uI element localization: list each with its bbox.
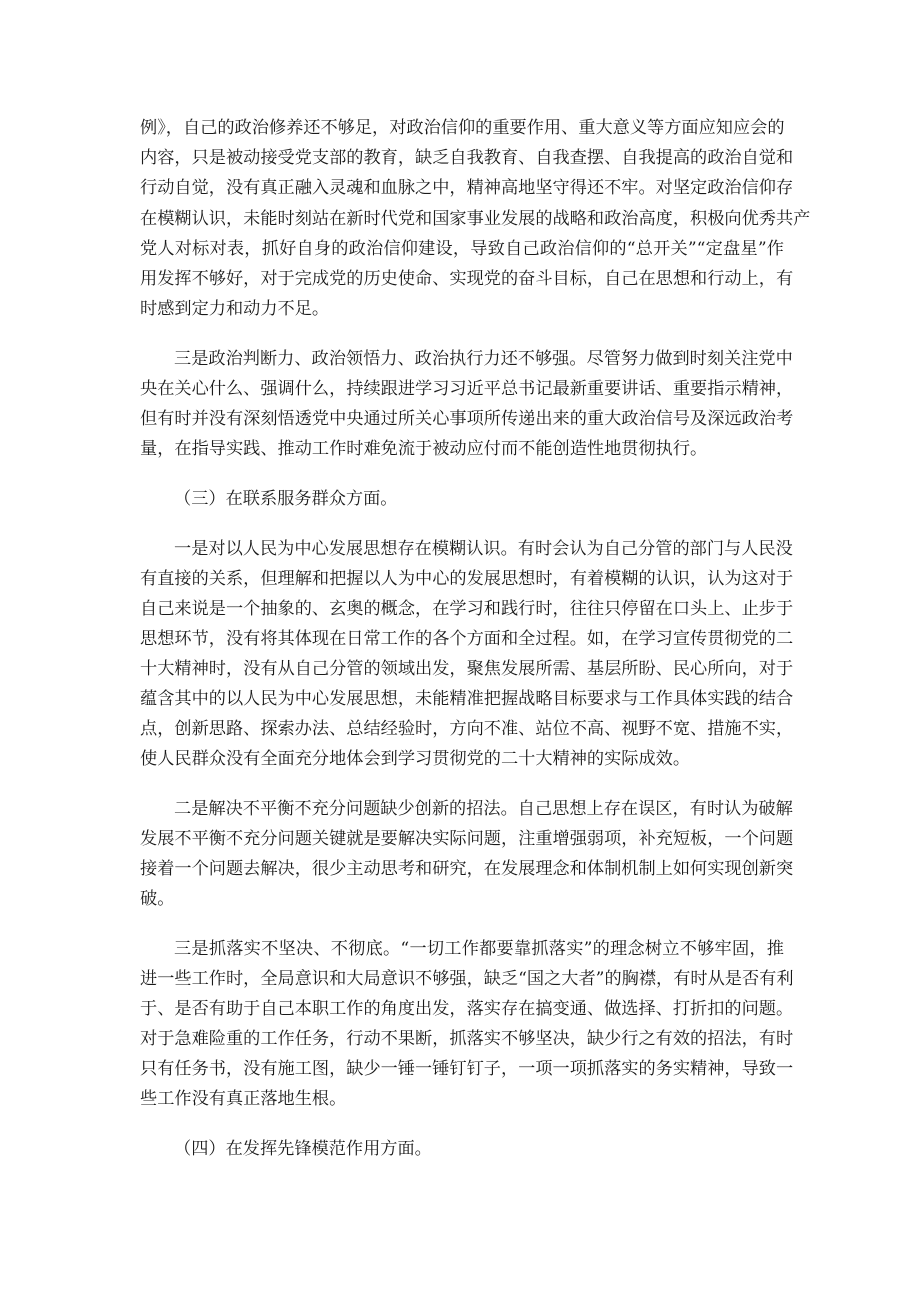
text-line: 央在关心什么、强调什么，持续跟进学习习近平总书记最新重要讲话、重要指示精神， [140,379,794,399]
text-line: 但有时并没有深刻悟透党中央通过所关心事项所传递出来的重大政治信号及深远政治考 [140,409,794,429]
text-line: 自己来说是一个抽象的、玄奥的概念，在学习和践行时，往往只停留在口头上、止步于 [140,599,794,619]
text-line: （四）在发挥先锋模范作用方面。 [174,1139,432,1159]
text-line: 内容，只是被动接受党支部的教育，缺乏自我教育、自我查摆、自我提高的政治自觉和 [140,148,794,168]
text-line: 在模糊认识，未能时刻站在新时代党和国家事业发展的战略和政治高度，积极向优秀共产 [140,209,811,229]
text-line: 思想环节，没有将其体现在日常工作的各个方面和全过程。如，在学习宣传贯彻党的二 [140,629,794,649]
text-line: 二是解决不平衡不充分问题缺少创新的招法。自己思想上存在误区，有时认为破解 [174,799,793,819]
text-line: 破。 [140,889,175,909]
text-line: 用发挥不够好，对于完成党的历史使命、实现党的奋斗目标，自己在思想和行动上，有 [140,269,794,289]
text-line: 一是对以人民为中心发展思想存在模糊认识。有时会认为自己分管的部门与人民没 [174,539,793,559]
text-line: 行动自觉，没有真正融入灵魂和血脉之中，精神高地坚守得还不牢。对坚定政治信仰存 [140,178,794,198]
text-line: 接着一个问题去解决，很少主动思考和研究，在发展理念和体制机制上如何实现创新突 [140,859,794,879]
text-line: 时感到定力和动力不足。 [140,299,330,319]
text-line: 量，在指导实践、推动工作时难免流于被动应付而不能创造性地贯彻执行。 [140,439,708,459]
text-line: 使人民群众没有全面充分地体会到学习贯彻党的二十大精神的实际成效。 [140,749,691,769]
text-line: 对于急难险重的工作任务，行动不果断，抓落实不够坚决，缺少行之有效的招法，有时 [140,1029,794,1049]
text-line: 蕴含其中的以人民为中心发展思想，未能精准把握战略目标要求与工作具体实践的结合 [140,689,794,709]
text-line: （三）在联系服务群众方面。 [174,489,398,509]
text-line: 发展不平衡不充分问题关键就是要解决实际问题，注重增强弱项，补充短板，一个问题 [140,829,794,849]
text-line: 三是抓落实不坚决、不彻底。“一切工作都要靠抓落实”的理念树立不够牢固，推 [174,939,784,959]
text-line: 只有任务书，没有施工图，缺少一锤一锤钉钉子，一项一项抓落实的务实精神，导致一 [140,1059,794,1079]
text-line: 于、是否有助于自己本职工作的角度出发，落实存在搞变通、做选择、打折扣的问题。 [140,999,794,1019]
text-line: 进一些工作时，全局意识和大局意识不够强，缺乏“国之大者”的胸襟，有时从是否有利 [140,969,794,989]
text-line: 三是政治判断力、政治领悟力、政治执行力还不够强。尽管努力做到时刻关注党中 [174,349,793,369]
text-line: 点，创新思路、探索办法、总结经验时，方向不准、站位不高、视野不宽、措施不实， [140,719,794,739]
text-line: 些工作没有真正落地生根。 [140,1089,347,1109]
text-line: 党人对标对表，抓好自身的政治信仰建设，导致自己政治信仰的“总开关”“定盘星”作 [140,239,784,259]
text-line: 有直接的关系，但理解和把握以人为中心的发展思想时，有着模糊的认识，认为这对于 [140,569,794,589]
text-line: 十大精神时，没有从自己分管的领域出发，聚焦发展所需、基层所盼、民心所向，对于 [140,659,794,679]
text-line: 例》，自己的政治修养还不够足，对政治信仰的重要作用、重大意义等方面应知应会的 [140,118,785,138]
